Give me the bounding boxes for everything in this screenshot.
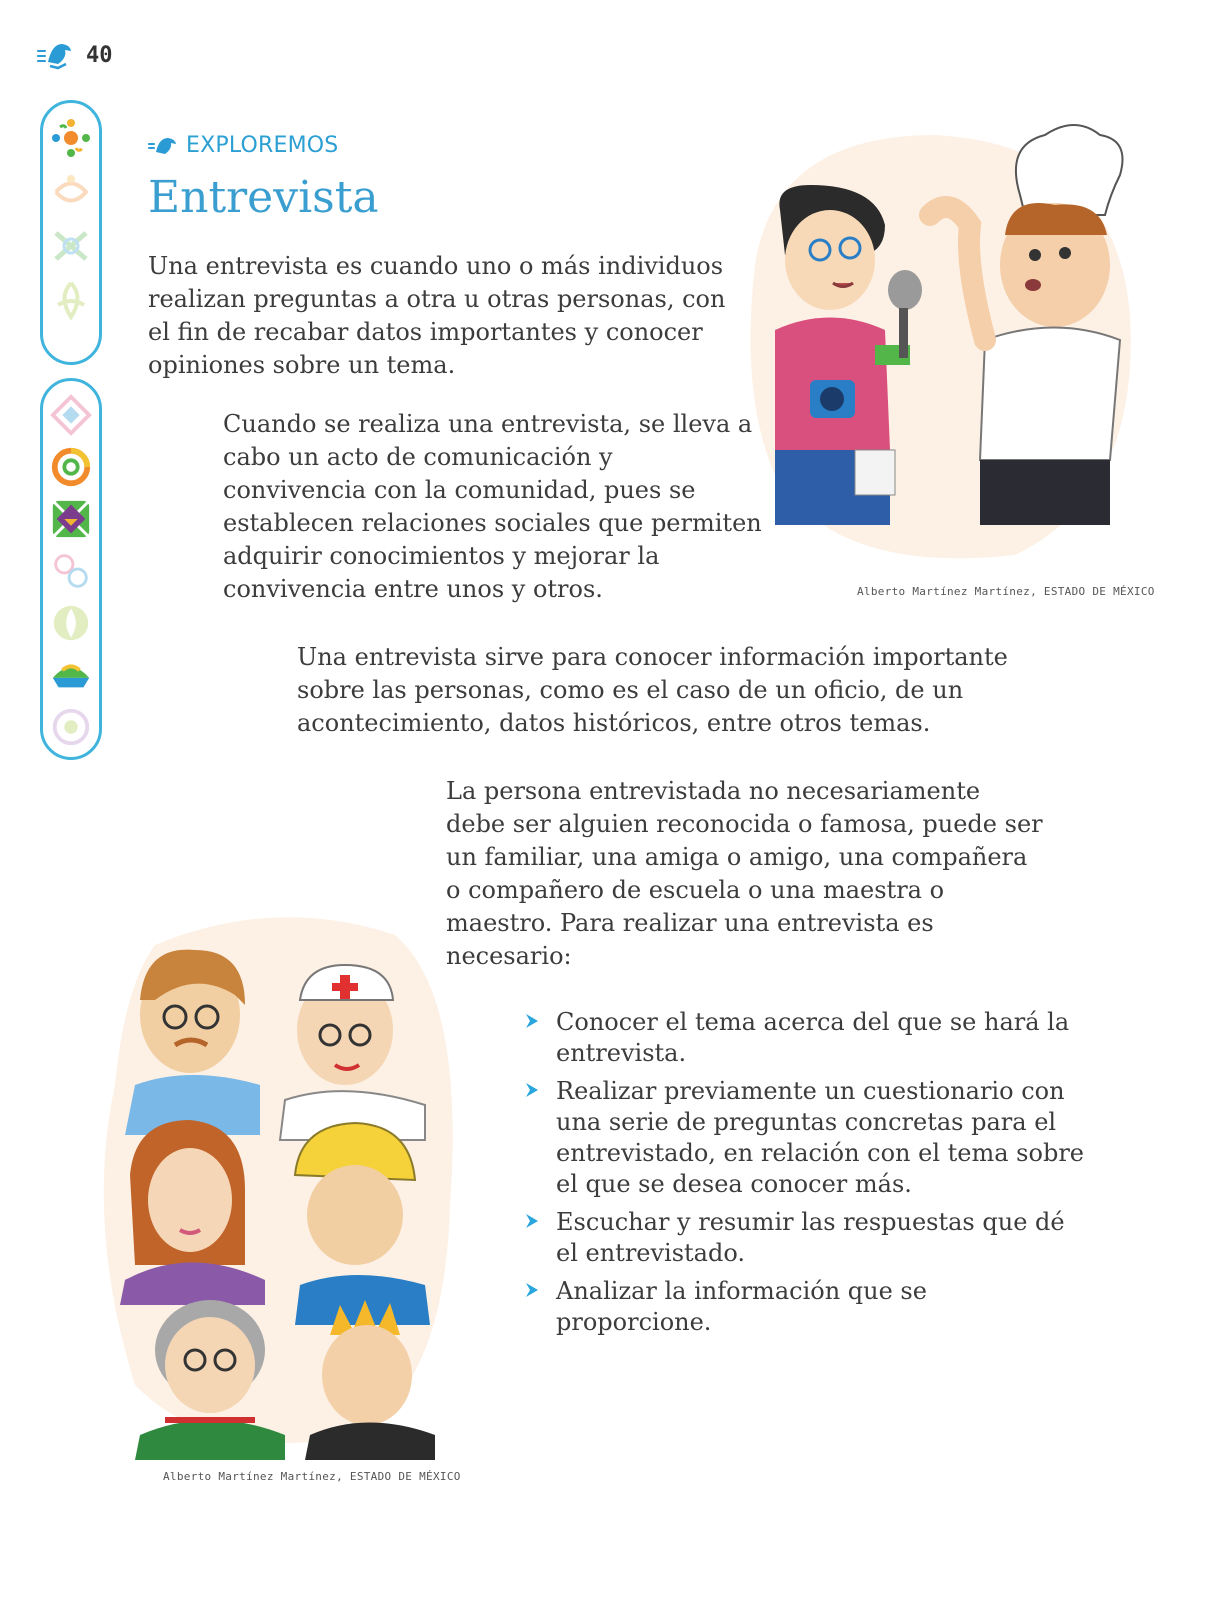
community-icon-active[interactable] (48, 115, 94, 161)
list-item-text: Conocer el tema acerca del que se hará la entrevista. (556, 1008, 1070, 1067)
paragraph-purpose: Una entrevista sirve para conocer información importante sobre las personas, como es el caso de un oficio, de un acontecimiento, datos históricos, entre otros temas. (297, 643, 1008, 737)
community-icon-faded-1[interactable] (48, 169, 94, 215)
arrow-bullet-icon (508, 1076, 556, 1100)
interview-illustration (735, 115, 1145, 570)
community-icon-faded-3[interactable] (48, 277, 94, 323)
community-people-illustration (95, 905, 480, 1460)
section-label: EXPLOREMOS (186, 133, 339, 158)
list-item (508, 1207, 1088, 1269)
community-icon-faded-2[interactable] (48, 223, 94, 269)
illustration-credit: Alberto Martínez Martínez, ESTADO DE MÉXICO (163, 1470, 461, 1483)
arrow-bullet-icon (508, 1207, 556, 1231)
link-icon[interactable] (48, 549, 94, 593)
illustration-credit: Alberto Martínez Martínez, ESTADO DE MÉXICO (857, 585, 1155, 598)
list-item (508, 1076, 1088, 1200)
list-item-text: Analizar la información que se proporcione. (556, 1277, 927, 1336)
bird-icon (148, 134, 180, 158)
list-item (508, 1007, 1088, 1069)
diamond-icon[interactable] (48, 393, 94, 437)
leaf-icon[interactable] (48, 601, 94, 645)
dome-icon[interactable] (48, 653, 94, 697)
arrow-bullet-icon (508, 1276, 556, 1300)
swirl-icon[interactable] (48, 705, 94, 749)
sidebar-community-nav (40, 100, 102, 365)
paragraph-communication: Cuando se realiza una entrevista, se lleva a cabo un acto de comunicación y convivencia con la comunidad, pues se establecen relaciones sociales que permiten adquirir conocimientos y mejorar la convivencia entre unos y otros. (223, 410, 762, 603)
list-item-text: Realizar previamente un cuestionario con una serie de preguntas concretas para el entrevistado, en relación con el tema sobre el que se desea conocer más. (556, 1077, 1084, 1198)
page-title: Entrevista (148, 172, 379, 223)
book-bird-icon (36, 38, 76, 72)
paragraph-definition: Una entrevista es cuando uno o más individuos realizan preguntas a otra u otras personas, con el fin de recabar datos importantes y conocer opiniones sobre un tema. (148, 252, 726, 379)
section-tag (148, 133, 338, 158)
page-number: 40 (86, 42, 113, 68)
circle-icon[interactable] (48, 445, 94, 489)
sidebar-field-nav (40, 378, 102, 760)
paragraph-interviewee: La persona entrevistada no necesariamente debe ser alguien reconocida o famosa, puede ser un familiar, una amiga o amigo, una compañera o compañero de escuela o una maestra o maestro. Para realizar una entrevista es necesario: (446, 777, 1043, 970)
cross-square-icon[interactable] (48, 497, 94, 541)
requirements-list (508, 1007, 1088, 1345)
page-header (36, 38, 113, 72)
arrow-bullet-icon (508, 1007, 556, 1031)
list-item (508, 1276, 1088, 1338)
list-item-text: Escuchar y resumir las respuestas que dé el entrevistado. (556, 1208, 1065, 1267)
